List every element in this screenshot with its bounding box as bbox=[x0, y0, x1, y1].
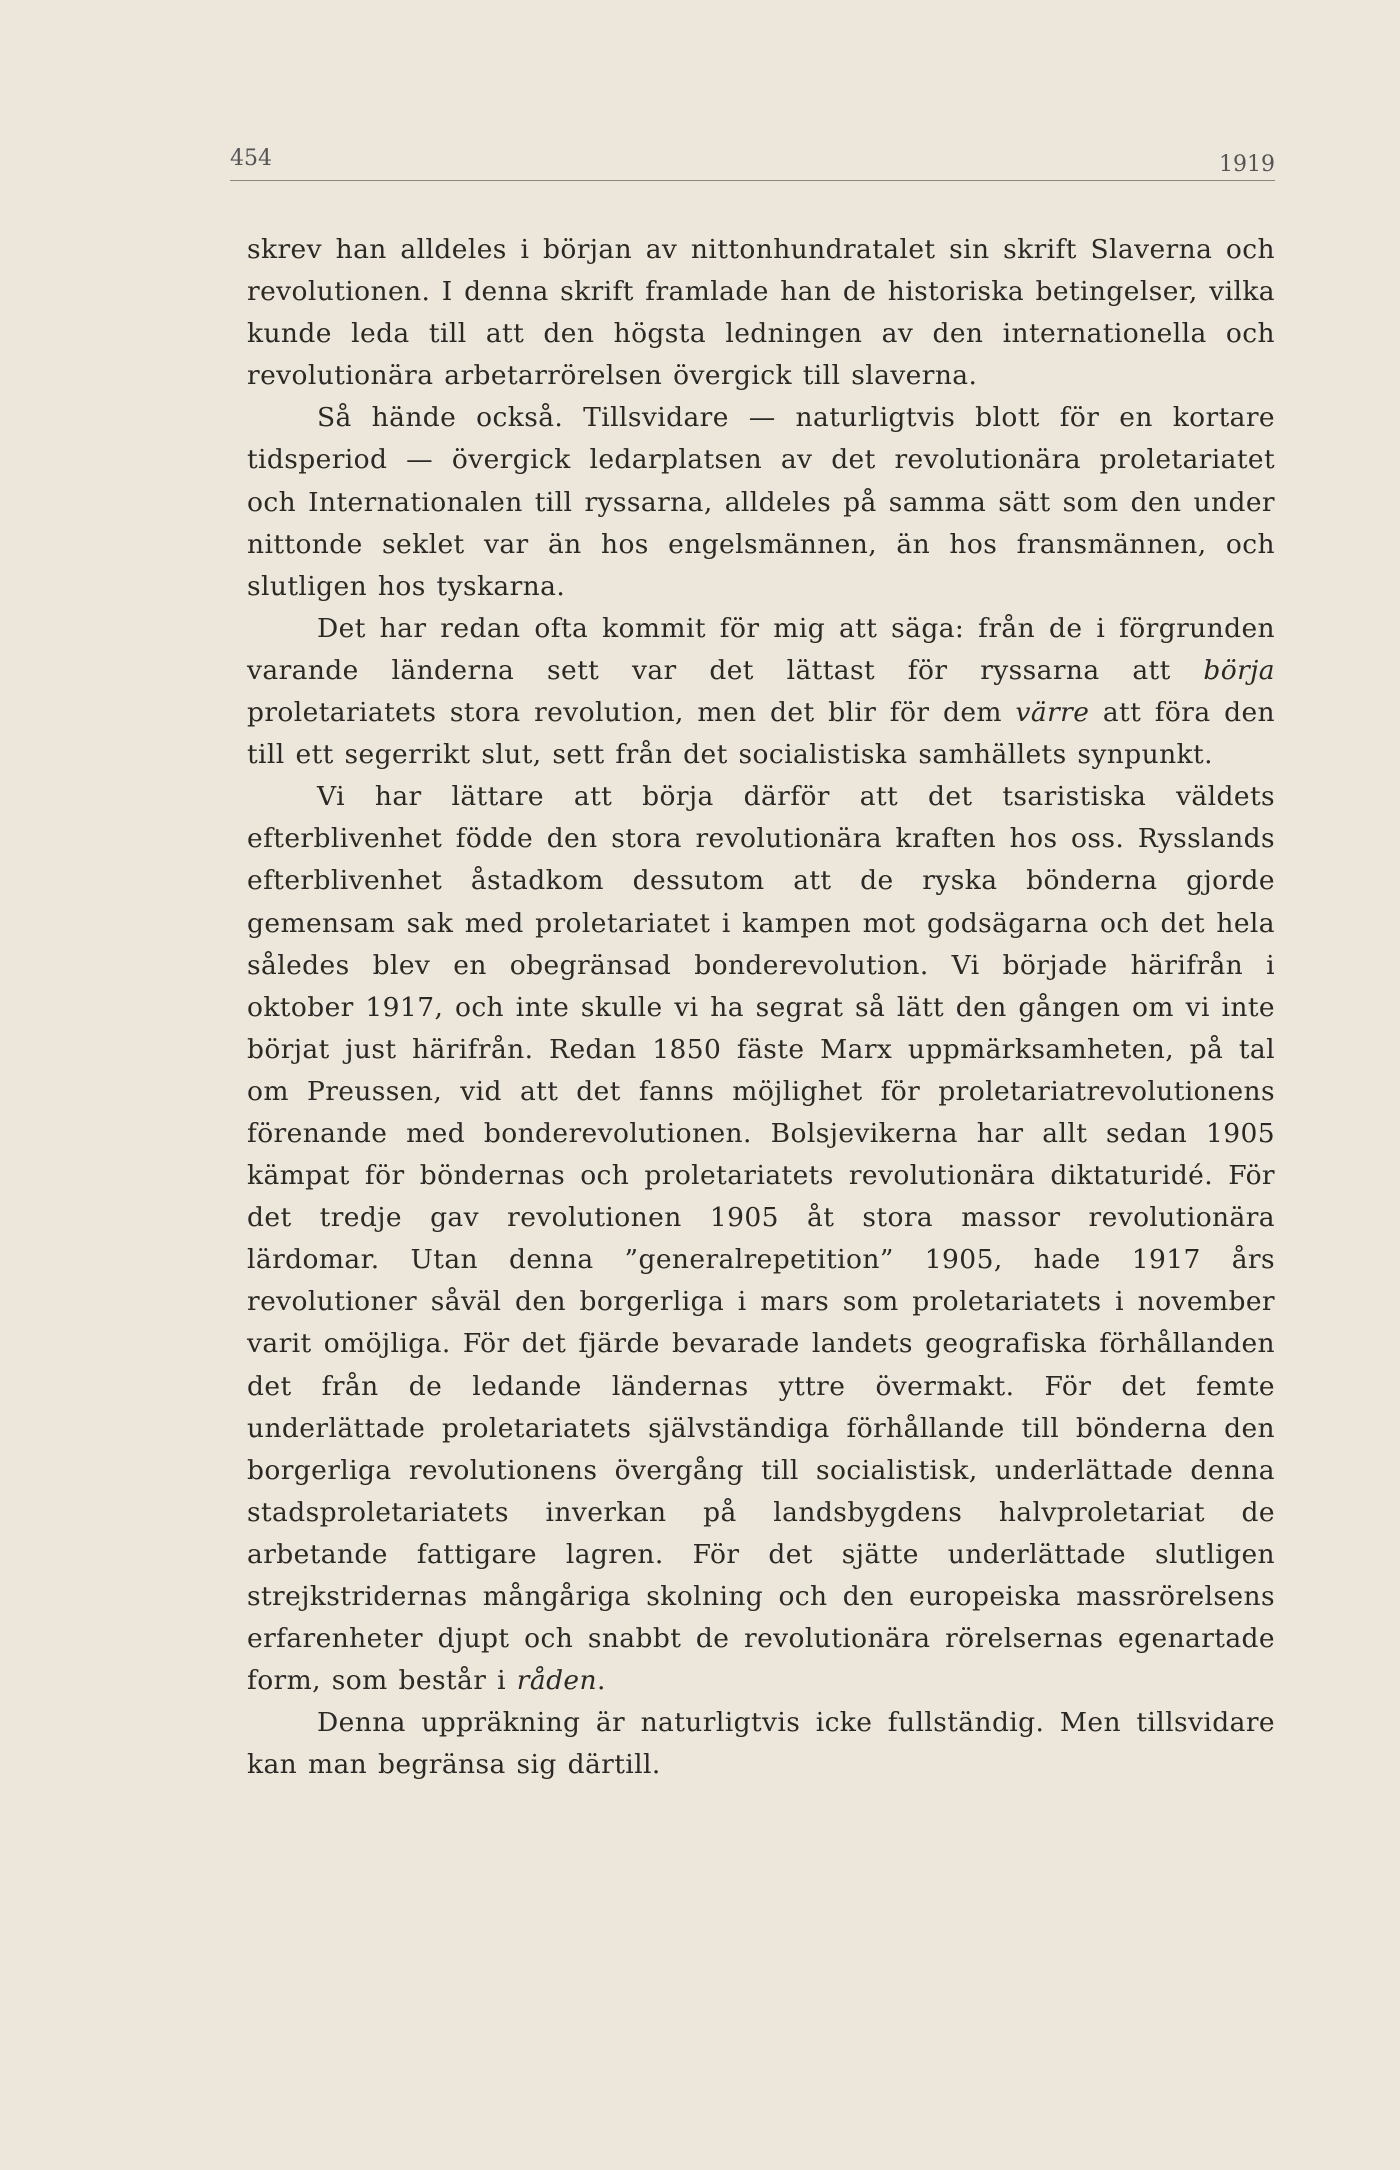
paragraph-3-text-e: att föra den till ett segerrikt slut, sett från det socialistiska samhällets synpunkt. bbox=[247, 697, 1275, 771]
body-text bbox=[247, 229, 1275, 1786]
paragraph-5: Denna uppräkning är naturligtvis icke fullständig. Men tillsvidare kan man begränsa sig därtill. bbox=[247, 1707, 1275, 1781]
page-number: 454 bbox=[230, 146, 272, 171]
page-header bbox=[230, 140, 1275, 181]
emphasis-varre: värre bbox=[1015, 697, 1090, 729]
paragraph-4 bbox=[247, 776, 1275, 1702]
emphasis-borja: börja bbox=[1203, 654, 1275, 686]
paragraph-4-end: . bbox=[596, 1665, 606, 1697]
running-header-year: 1919 bbox=[1219, 152, 1275, 177]
emphasis-raden: råden bbox=[516, 1665, 597, 1697]
paragraph-2: Så hände också. Tillsvidare — naturligtvis blott för en kortare tidsperiod — övergick ledarplatsen av det revolutionära proletariatet och Internationalen till ryssarna, alldeles på samma sätt som den under nittonde seklet var än hos engelsmännen, än hos fransmännen, och slutligen hos tyskarna. bbox=[247, 402, 1275, 602]
paragraph-4-text: Vi har lättare att börja därför att det tsaristiska väldets efterblivenhet födde den stora revolutionära kraften hos oss. Rysslands efterblivenhet åstadkom dessutom att de ryska bönderna gjorde gemensam sak med proletariatet i kampen mot godsägarna och det hela således blev en obegränsad bonderevolution. Vi började härifrån i oktober 1917, och inte skulle vi ha segrat så lätt den gången om vi inte börjat just härifrån. Redan 1850 fäste Marx uppmärksamheten, på tal om Preussen, vid att det fanns möjlighet för proletariatrevolutionens förenande med bonderevolutionen. Bolsjevikerna har allt sedan 1905 kämpat för böndernas och proletariatets revolutionära diktaturidé. För det tredje gav revolutionen 1905 åt stora massor revolutionära lärdomar. Utan denna ”generalrepetition” 1905, hade 1917 års revolutioner såväl den borgerliga i mars som proletariatets i november varit omöjliga. För det fjärde bevarade landets geografiska förhållanden det från de ledande ländernas yttre övermakt. För det femte underlättade proletariatets självständiga förhållande till bönderna den borgerliga revolutionens övergång till socialistisk, underlättade denna stadsproletariatets inverkan på landsbygdens halvproletariat de arbetande fattigare lagren. För det sjätte underlättade slutligen strejkstridernas mångåriga skolning och den europeiska massrörelsens erfarenheter djupt och snabbt de revolutionära rörelsernas egenartade form, som består i bbox=[247, 781, 1275, 1697]
paragraph-3-text-a: Det har redan ofta kommit för mig att säga: från de i förgrunden varande länderna sett var det lättast för ryssarna att bbox=[247, 612, 1275, 686]
paragraph-1: skrev han alldeles i början av nittonhundratalet sin skrift Slaverna och revolutionen. I denna skrift framlade han de historiska betingelser, vilka kunde leda till att den högsta ledningen av den internationella och revolutionära arbetarrörelsen övergick till slaverna. bbox=[247, 234, 1275, 392]
paragraph-3 bbox=[247, 608, 1275, 776]
paragraph-3-text-c: proletariatets stora revolution, men det blir för dem bbox=[247, 697, 1016, 729]
